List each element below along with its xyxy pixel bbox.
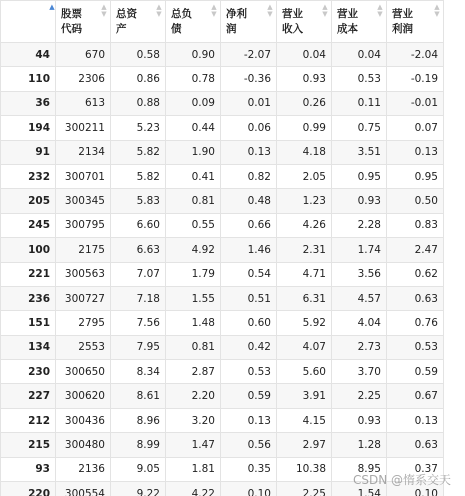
table-cell-operating-revenue: 4.18 [277,140,332,164]
table-cell-total-assets: 7.07 [111,262,166,286]
row-index-cell: 91 [1,140,56,164]
table-cell-operating-cost: 2.25 [332,384,387,408]
sort-arrows-icon[interactable]: ▲ ▼ [211,3,217,18]
column-header-label: 股票 [61,8,82,20]
table-cell-total-assets: 6.60 [111,213,166,237]
row-index-cell: 36 [1,91,56,115]
sort-arrows-icon[interactable]: ▲ ▼ [434,3,440,18]
table-cell-stock-code: 613 [56,91,111,115]
column-header-label: 债 [171,23,182,35]
table-cell-operating-revenue: 5.60 [277,360,332,384]
table-cell-stock-code: 300795 [56,213,111,237]
table-row[interactable] [1,408,444,432]
table-row[interactable] [1,262,444,286]
table-cell-operating-cost: 4.57 [332,286,387,310]
table-cell-total-liabilities: 1.90 [166,140,221,164]
table-cell-operating-profit: 0.50 [387,189,444,213]
row-index-cell: 100 [1,238,56,262]
table-cell-net-profit: 0.56 [221,433,277,457]
column-header-net-profit[interactable] [221,1,277,43]
table-cell-net-profit: 0.54 [221,262,277,286]
column-header-index[interactable] [1,1,56,43]
table-cell-total-assets: 8.34 [111,360,166,384]
table-row[interactable] [1,360,444,384]
table-cell-operating-revenue: 1.23 [277,189,332,213]
table-cell-net-profit: 0.10 [221,482,277,496]
table-cell-operating-profit: 0.10 [387,482,444,496]
table-cell-operating-profit: 0.59 [387,360,444,384]
table-cell-total-assets: 9.22 [111,482,166,496]
table-cell-total-liabilities: 2.20 [166,384,221,408]
table-cell-total-liabilities: 0.90 [166,43,221,67]
column-header-total-assets[interactable] [111,1,166,43]
table-cell-total-liabilities: 0.55 [166,213,221,237]
table-cell-net-profit: 0.42 [221,335,277,359]
table-cell-operating-profit: 0.67 [387,384,444,408]
table-cell-operating-profit: 0.63 [387,433,444,457]
table-cell-operating-revenue: 0.04 [277,43,332,67]
table-row[interactable] [1,433,444,457]
row-index-cell: 215 [1,433,56,457]
table-cell-stock-code: 300554 [56,482,111,496]
table-row[interactable] [1,116,444,140]
sort-arrows-icon[interactable]: ▲ [49,3,55,11]
table-cell-operating-revenue: 4.15 [277,408,332,432]
table-cell-operating-revenue: 0.26 [277,91,332,115]
table-cell-operating-revenue: 0.93 [277,67,332,91]
table-cell-operating-revenue: 4.71 [277,262,332,286]
table-row[interactable] [1,140,444,164]
table-row[interactable] [1,164,444,188]
table-cell-operating-revenue: 4.26 [277,213,332,237]
column-header-label: 利润 [392,23,413,35]
column-header-stock-code[interactable] [56,1,111,43]
table-cell-total-liabilities: 3.20 [166,408,221,432]
table-cell-operating-profit: 0.13 [387,408,444,432]
table-cell-total-liabilities: 0.09 [166,91,221,115]
table-cell-operating-profit: 0.63 [387,286,444,310]
table-cell-stock-code: 2136 [56,457,111,481]
table-cell-total-assets: 7.18 [111,286,166,310]
row-index-cell: 220 [1,482,56,496]
vertical-scrollbar[interactable] [451,0,465,496]
table-cell-operating-profit: -0.01 [387,91,444,115]
table-cell-operating-profit: 0.07 [387,116,444,140]
table-cell-total-assets: 5.82 [111,164,166,188]
table-row[interactable] [1,43,444,67]
row-index-cell: 93 [1,457,56,481]
table-cell-total-liabilities: 1.47 [166,433,221,457]
table-cell-net-profit: 0.59 [221,384,277,408]
table-cell-stock-code: 2134 [56,140,111,164]
table-cell-operating-profit: -2.04 [387,43,444,67]
row-index-cell: 134 [1,335,56,359]
table-cell-stock-code: 2175 [56,238,111,262]
table-cell-stock-code: 2553 [56,335,111,359]
table-cell-operating-revenue: 5.92 [277,311,332,335]
sort-arrows-icon[interactable]: ▲ ▼ [156,3,162,18]
table-cell-net-profit: 0.13 [221,140,277,164]
table-cell-net-profit: -2.07 [221,43,277,67]
column-header-label: 总资 [116,8,137,20]
table-cell-total-assets: 7.56 [111,311,166,335]
table-cell-total-assets: 5.83 [111,189,166,213]
table-row[interactable] [1,238,444,262]
row-index-cell: 205 [1,189,56,213]
sort-arrows-icon[interactable]: ▲ ▼ [101,3,107,18]
table-cell-operating-revenue: 0.99 [277,116,332,140]
table-cell-stock-code: 2795 [56,311,111,335]
column-header-label: 营业 [282,8,303,20]
table-cell-total-liabilities: 0.81 [166,189,221,213]
table-cell-net-profit: 0.06 [221,116,277,140]
table-cell-stock-code: 300650 [56,360,111,384]
table-cell-total-assets: 5.23 [111,116,166,140]
table-cell-stock-code: 300211 [56,116,111,140]
table-row[interactable] [1,311,444,335]
table-cell-total-assets: 0.88 [111,91,166,115]
table-cell-net-profit: 0.48 [221,189,277,213]
table-cell-operating-revenue: 2.05 [277,164,332,188]
table-cell-operating-cost: 4.04 [332,311,387,335]
table-cell-total-assets: 8.99 [111,433,166,457]
table-cell-total-liabilities: 1.79 [166,262,221,286]
table-cell-total-assets: 0.86 [111,67,166,91]
table-cell-stock-code: 300620 [56,384,111,408]
table-cell-operating-revenue: 3.91 [277,384,332,408]
row-index-cell: 230 [1,360,56,384]
table-cell-operating-profit: 0.53 [387,335,444,359]
header-row [1,1,444,43]
table-cell-operating-cost: 1.28 [332,433,387,457]
row-index-cell: 221 [1,262,56,286]
table-cell-total-assets: 8.61 [111,384,166,408]
table-header [1,1,444,43]
table-row[interactable] [1,335,444,359]
table-cell-net-profit: 0.13 [221,408,277,432]
table-cell-net-profit: 1.46 [221,238,277,262]
table-cell-operating-profit: -0.19 [387,67,444,91]
column-header-label: 收入 [282,23,303,35]
table-cell-total-assets: 9.05 [111,457,166,481]
table-cell-operating-cost: 0.11 [332,91,387,115]
table-cell-net-profit: 0.01 [221,91,277,115]
row-index-cell: 151 [1,311,56,335]
table-cell-operating-cost: 1.74 [332,238,387,262]
row-index-cell: 194 [1,116,56,140]
table-row[interactable] [1,91,444,115]
column-header-label: 成本 [337,23,358,35]
table-cell-operating-profit: 0.13 [387,140,444,164]
table-cell-stock-code: 300436 [56,408,111,432]
row-index-cell: 245 [1,213,56,237]
table-cell-operating-revenue: 6.31 [277,286,332,310]
table-cell-operating-cost: 1.54 [332,482,387,496]
column-header-label: 润 [226,23,237,35]
table-cell-operating-cost: 8.95 [332,457,387,481]
row-index-cell: 236 [1,286,56,310]
table-cell-net-profit: 0.53 [221,360,277,384]
table-cell-operating-cost: 0.53 [332,67,387,91]
table-cell-net-profit: 0.35 [221,457,277,481]
table-cell-total-liabilities: 0.41 [166,164,221,188]
row-index-cell: 232 [1,164,56,188]
table-cell-total-liabilities: 1.55 [166,286,221,310]
column-header-label: 代码 [61,23,82,35]
column-header-label: 产 [116,23,127,35]
table-cell-operating-revenue: 10.38 [277,457,332,481]
table-cell-net-profit: 0.66 [221,213,277,237]
table-cell-net-profit: 0.60 [221,311,277,335]
table-cell-stock-code: 300480 [56,433,111,457]
table-cell-operating-profit: 0.76 [387,311,444,335]
table-cell-stock-code: 300345 [56,189,111,213]
table-row[interactable] [1,67,444,91]
table-cell-operating-profit: 0.37 [387,457,444,481]
column-header-label: 营业 [337,8,358,20]
row-index-cell: 44 [1,43,56,67]
table-body [1,43,444,496]
sort-arrows-icon[interactable]: ▲ ▼ [267,3,273,18]
table-cell-stock-code: 2306 [56,67,111,91]
table-row[interactable] [1,286,444,310]
table-cell-stock-code: 300701 [56,164,111,188]
column-header-operating-cost[interactable] [332,1,387,43]
column-header-label: 总负 [171,8,192,20]
table-cell-operating-revenue: 4.07 [277,335,332,359]
table-cell-operating-cost: 0.93 [332,189,387,213]
table-cell-total-assets: 8.96 [111,408,166,432]
table-cell-operating-cost: 0.75 [332,116,387,140]
column-header-total-liabilities[interactable] [166,1,221,43]
sort-arrows-icon[interactable]: ▲ ▼ [322,3,328,18]
table-cell-total-liabilities: 4.22 [166,482,221,496]
table-cell-total-liabilities: 0.78 [166,67,221,91]
table-cell-total-liabilities: 1.48 [166,311,221,335]
sort-arrows-icon[interactable]: ▲ ▼ [377,3,383,18]
table-cell-net-profit: 0.82 [221,164,277,188]
table-row[interactable] [1,213,444,237]
table-cell-total-assets: 5.82 [111,140,166,164]
table-cell-operating-profit: 0.62 [387,262,444,286]
table-cell-operating-cost: 3.70 [332,360,387,384]
table-cell-net-profit: 0.51 [221,286,277,310]
table-cell-total-assets: 6.63 [111,238,166,262]
table-cell-total-liabilities: 0.44 [166,116,221,140]
table-cell-total-liabilities: 0.81 [166,335,221,359]
column-header-label: 净利 [226,8,247,20]
table-cell-stock-code: 300727 [56,286,111,310]
column-header-operating-revenue[interactable] [277,1,332,43]
table-cell-stock-code: 300563 [56,262,111,286]
table-cell-total-assets: 0.58 [111,43,166,67]
table-cell-total-liabilities: 2.87 [166,360,221,384]
row-index-cell: 110 [1,67,56,91]
table-cell-stock-code: 670 [56,43,111,67]
column-header-label: 营业 [392,8,413,20]
table-cell-operating-cost: 3.56 [332,262,387,286]
table-cell-operating-cost: 0.93 [332,408,387,432]
table-cell-total-liabilities: 4.92 [166,238,221,262]
table-row[interactable] [1,384,444,408]
table-row[interactable] [1,189,444,213]
table-cell-operating-cost: 0.04 [332,43,387,67]
table-cell-total-assets: 7.95 [111,335,166,359]
table-cell-operating-cost: 2.28 [332,213,387,237]
table-cell-operating-cost: 3.51 [332,140,387,164]
table-cell-operating-cost: 2.73 [332,335,387,359]
table-cell-operating-revenue: 2.97 [277,433,332,457]
table-cell-operating-profit: 0.95 [387,164,444,188]
column-header-operating-profit[interactable] [387,1,444,43]
table-cell-operating-profit: 0.83 [387,213,444,237]
table-cell-operating-cost: 0.95 [332,164,387,188]
table-cell-net-profit: -0.36 [221,67,277,91]
table-cell-operating-profit: 2.47 [387,238,444,262]
watermark: CSDN @惰系交天 [352,473,451,487]
table-cell-operating-revenue: 2.31 [277,238,332,262]
table-cell-operating-revenue: 2.25 [277,482,332,496]
row-index-cell: 212 [1,408,56,432]
row-index-cell: 227 [1,384,56,408]
table-cell-total-liabilities: 1.81 [166,457,221,481]
